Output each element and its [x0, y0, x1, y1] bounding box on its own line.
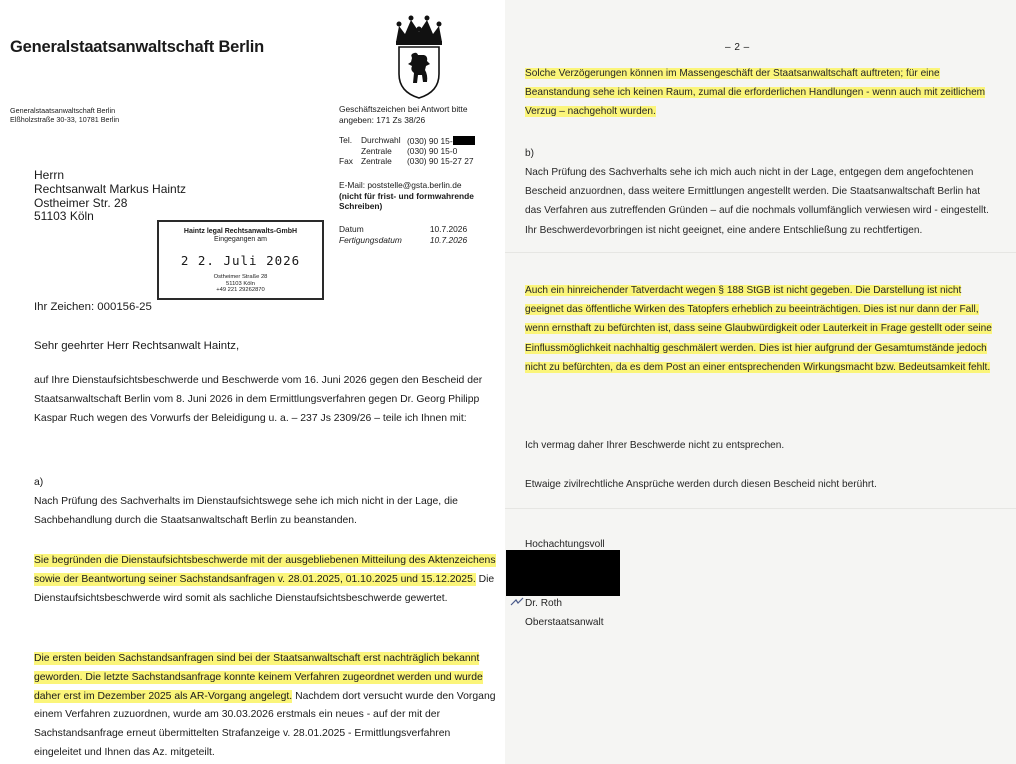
contact-row: Zentrale (030) 90 15-0 [361, 145, 458, 156]
section-a-label: a) [34, 477, 44, 488]
paragraph-b1: Nach Prüfung des Sachverhalts sehe ich mich auch nicht in der Lage, entgegen dem angefochtenen Bescheid anzuordnen, dass weitere Ermittlungen angestellt werden. Die Staatsanwaltschaft Berlin hat das Verfahren aus zutreffenden Gründen – auf die nochmals vollumfänglich verwiesen wird - eingestellt. Ihr Beschwerdevorbringen ist nicht geeignet, eine andere Entschließung zu rechtfertigen. [525, 167, 989, 236]
letter-page-1 [0, 0, 505, 764]
salutation: Sehr geehrter Herr Rechtsanwalt Haintz, [34, 340, 240, 352]
address-line: 51103 Köln [34, 209, 94, 224]
sender-line: Generalstaatsanwaltschaft Berlin [10, 106, 116, 115]
email-block [339, 180, 489, 212]
sender-line: Elßholzstraße 30-33, 10781 Berlin [10, 115, 120, 124]
letter-page-2 [505, 0, 1016, 764]
paragraph-a2: Sie begründen die Dienstaufsichtsbeschwerde mit der ausgebliebenen Mitteilung des Aktenzeichens sowie der Beantwortung seiner Sachstandsanfragen v. 28.01.2025, 01.10.2025 und 15.12.2025. Die Dienstaufsichtsbeschwerde wird somit als sachliche Dienstaufsichtsbeschwerde gewertet. [34, 555, 496, 604]
fertigungsdatum-row: Fertigungsdatum 10.7.2026 [339, 234, 468, 245]
berlin-coat-of-arms-icon [390, 12, 448, 100]
signer-title: Oberstaatsanwalt [525, 617, 604, 628]
closing: Hochachtungsvoll [525, 539, 605, 550]
address-line: Ostheimer Str. 28 [34, 195, 128, 210]
received-stamp [157, 220, 324, 300]
contact-row: Tel. Durchwahl (030) 90 15- [339, 136, 479, 147]
fold-line [505, 508, 1016, 509]
highlighted-text: Auch ein hinreichender Tatverdacht wegen § 188 StGB ist nicht gegeben. Die Darstellung ist nicht geeignet das öffentliche Wirken des Tatopfers erheblich zu beeinträchtigen. Dies ist nur dann der Fall, wenn ernsthaft zu befürchten ist, dass seine Glaubwürdigkeit oder Lauterkeit in Frage gestellt oder seine Einflussmöglichkeit nachhaltig geschmälert werden. Dies ist hier aufgrund der Gesamtumstände jedoch nicht zu befürchten, da es dem Post an einer entsprechenden Wirkungsmacht bzw. Bedeutsamkeit fehlt. [525, 285, 992, 373]
reference-hint-line: angeben: 171 Zs 38/26 [339, 115, 426, 125]
paragraph-c1: Ich vermag daher Ihrer Beschwerde nicht zu entsprechen. [525, 440, 785, 451]
paragraph-a1: Nach Prüfung des Sachverhalts im Dienstaufsichtswege sehe ich mich nicht in der Lage, die Sachbehandlung durch die Staatsanwaltschaft Berlin zu beanstanden. [34, 496, 458, 526]
stamp-received-label: Eingegangen am [214, 236, 267, 243]
date-row: Datum 10.7.2026 [339, 224, 468, 234]
contact-table [339, 136, 479, 166]
highlighted-text: Solche Verzögerungen können im Massengeschäft der Staatsanwaltschaft auftreten; für eine Beanstandung sehe ich keinen Raum, zumal die erforderlichen Handlungen - wenn auch mit zeitlichem Verzug – nachgeholt wurden. [525, 68, 986, 118]
page-number: – 2 – [725, 42, 750, 53]
paragraph-b2 [525, 281, 992, 377]
address-line: Herrn [34, 168, 65, 182]
section-b-label: b) [525, 148, 534, 159]
recipient-address [34, 169, 186, 224]
paragraph-a3: Die ersten beiden Sachstandsanfragen sind bei der Staatsanwaltschaft erst nachträglich bekannt geworden. Die letzte Sachstandsanfrage konnte keinem Verfahren zugeordnet werden und wurde daher erst im Dezember 2025 als AR-Vorgang angelegt. Nachdem dort versucht wurde den Vorgang einem Verfahren zuzuordnen, wurde am 30.03.2026 erstmals ein neues - auf der mit der Sachstandsanfrage erneut übermittelten Strafanzeige v. 28.01.2025 - Ermittlungsverfahren eingeleitet und Ihnen das Az. mitgeteilt. [34, 653, 496, 758]
your-reference: Ihr Zeichen: 000156-25 [34, 301, 152, 313]
address-line: Rechtsanwalt Markus Haintz [34, 181, 187, 196]
reference-hint [339, 104, 468, 126]
stamp-firm: Haintz legal Rechtsanwalts-GmbH [183, 228, 298, 235]
date-table [339, 224, 495, 245]
signer-name: Dr. Roth [525, 598, 563, 609]
intro-paragraph: auf Ihre Dienstaufsichtsbeschwerde und Beschwerde vom 16. Juni 2026 gegen den Bescheid der Staatsanwaltschaft Berlin vom 8. Juni 2026 in dem Ermittlungsverfahren gegen Dr. Georg Philipp Kaspar Ruch wegen des Vorwurfs der Beleidigung u. a. – 237 Js 2309/26 – teile ich Ihnen mit: [34, 375, 483, 424]
stamp-date: 2 2. Juli 2026 [180, 253, 301, 268]
highlighted-text: Die ersten beiden Sachstandsanfragen sind bei der Staatsanwaltschaft erst nachträglich bekannt geworden. Die letzte Sachstandsanfrage konnte keinem Verfahren zugeordnet werden und wurde daher erst im Dezember 2025 als AR-Vorgang angelegt. [34, 653, 483, 702]
signature-redaction [506, 550, 620, 596]
highlighted-text: Sie begründen die Dienstaufsichtsbeschwerde mit der ausgebliebenen Mitteilung des Aktenzeichens sowie der Beantwortung seiner Sachstandsanfragen v. 28.01.2025, 01.10.2025 und 15.12.2025. [34, 555, 496, 585]
paragraph-1 [525, 64, 992, 122]
reference-hint-line: Geschäftszeichen bei Antwort bitte [339, 104, 468, 114]
paragraph-c2: Etwaige zivilrechtliche Ansprüche werden durch diesen Bescheid nicht berührt. [525, 479, 877, 490]
contact-row: Fax Zentrale (030) 90 15-27 27 [339, 155, 474, 166]
email-line: E-Mail: poststelle@gsta.berlin.de [339, 180, 462, 190]
phone-redaction [453, 136, 475, 145]
fold-line [505, 252, 1016, 253]
stamp-address: Ostheimer Straße 28 51103 Köln +49 221 29262870 [213, 274, 268, 294]
authority-heading: Generalstaatsanwaltschaft Berlin [10, 38, 265, 56]
signature-mark-icon [510, 594, 524, 612]
sender-address [10, 106, 119, 124]
email-note: (nicht für frist- und formwahrende Schreiben) [339, 190, 474, 212]
